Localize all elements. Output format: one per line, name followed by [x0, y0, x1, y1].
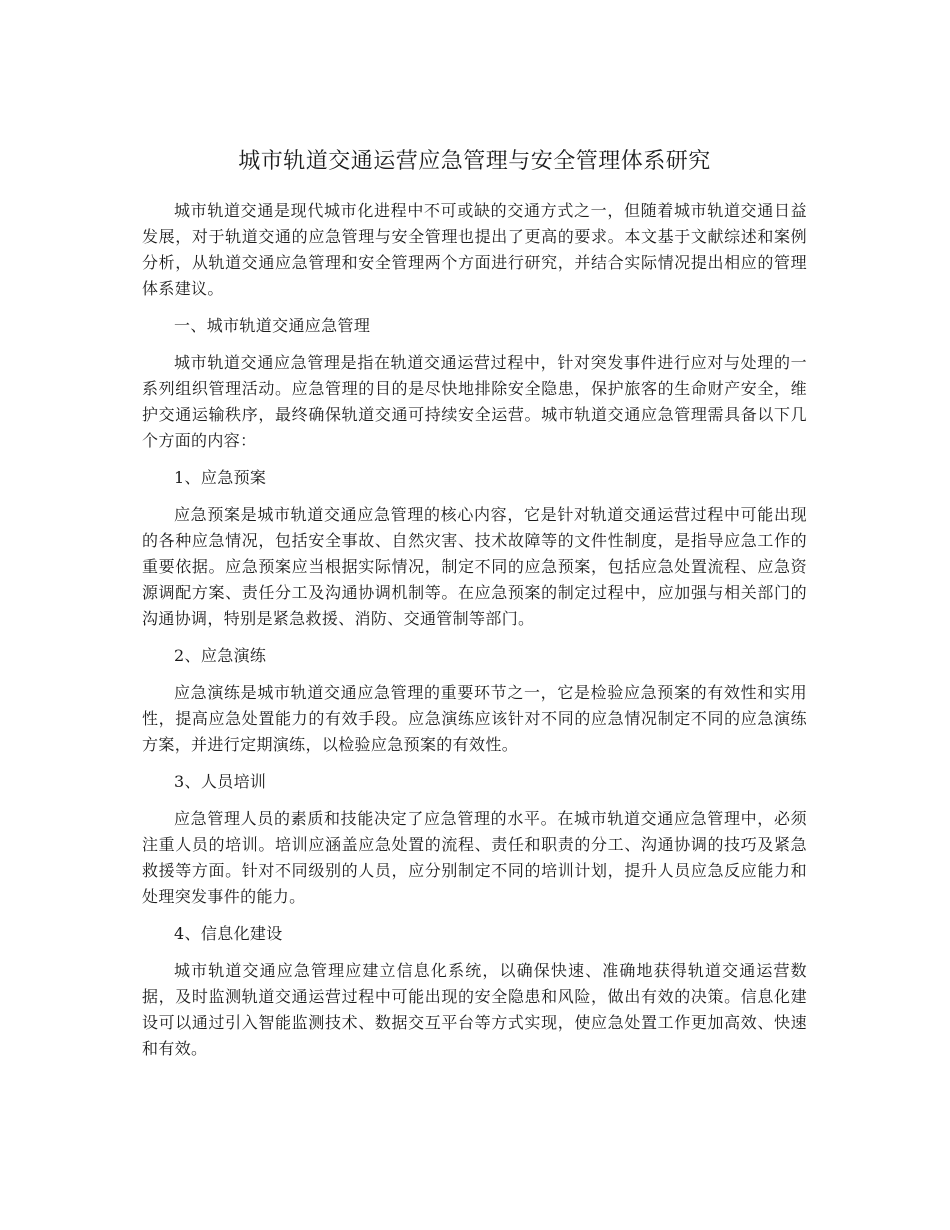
section-paragraph-emergency-management: 城市轨道交通应急管理是指在轨道交通运营过程中，针对突发事件进行应对与处理的一系列组织管理活动。应急管理的目的是尽快地排除安全隐患，保护旅客的生命财产安全，维护交通运输秩序，最终确保轨道交通可持续安全运营。城市轨道交通应急管理需具备以下几个方面的内容： — [142, 353, 807, 450]
subsection-paragraph-emergency-plan: 应急预案是城市轨道交通应急管理的核心内容，它是针对轨道交通运营过程中可能出现的各种应急情况，包括安全事故、自然灾害、技术故障等的文件性制度，是指导应急工作的重要依据。应急预案应当根据实际情况，制定不同的应急预案，包括应急处置流程、应急资源调配方案、责任分工及沟通协调机制等。在应急预案的制定过程中，应加强与相关部门的沟通协调，特别是紧急救援、消防、交通管制等部门。 — [142, 505, 807, 628]
subsection-paragraph-informatization: 城市轨道交通应急管理应建立信息化系统，以确保快速、准确地获得轨道交通运营数据，及时监测轨道交通运营过程中可能出现的安全隐患和风险，做出有效的决策。信息化建设可以通过引入智能监测技术、数据交互平台等方式实现，使应急处置工作更加高效、快速和有效。 — [142, 961, 807, 1058]
subsection-heading-emergency-drill: 2、应急演练 — [174, 646, 267, 665]
document-title: 城市轨道交通运营应急管理与安全管理体系研究 — [238, 149, 711, 174]
section-heading-emergency-management: 一、城市轨道交通应急管理 — [174, 316, 371, 335]
subsection-heading-informatization: 4、信息化建设 — [174, 924, 283, 943]
document-content — [142, 146, 807, 1073]
subsection-paragraph-emergency-drill: 应急演练是城市轨道交通应急管理的重要环节之一，它是检验应急预案的有效性和实用性，提高应急处置能力的有效手段。应急演练应该针对不同的应急情况制定不同的应急演练方案，并进行定期演练，以检验应急预案的有效性。 — [142, 683, 807, 754]
subsection-heading-emergency-plan: 1、应急预案 — [174, 468, 267, 487]
subsection-heading-staff-training: 3、人员培训 — [174, 772, 267, 791]
subsection-paragraph-staff-training: 应急管理人员的素质和技能决定了应急管理的水平。在城市轨道交通应急管理中，必须注重人员的培训。培训应涵盖应急处置的流程、责任和职责的分工、沟通协调的技巧及紧急救援等方面。针对不同级别的人员，应分别制定不同的培训计划，提升人员应急反应能力和处理突发事件的能力。 — [142, 809, 807, 906]
intro-paragraph: 城市轨道交通是现代城市化进程中不可或缺的交通方式之一，但随着城市轨道交通日益发展，对于轨道交通的应急管理与安全管理也提出了更高的要求。本文基于文献综述和案例分析，从轨道交通应急管理和安全管理两个方面进行研究，并结合实际情况提出相应的管理体系建议。 — [142, 201, 807, 298]
